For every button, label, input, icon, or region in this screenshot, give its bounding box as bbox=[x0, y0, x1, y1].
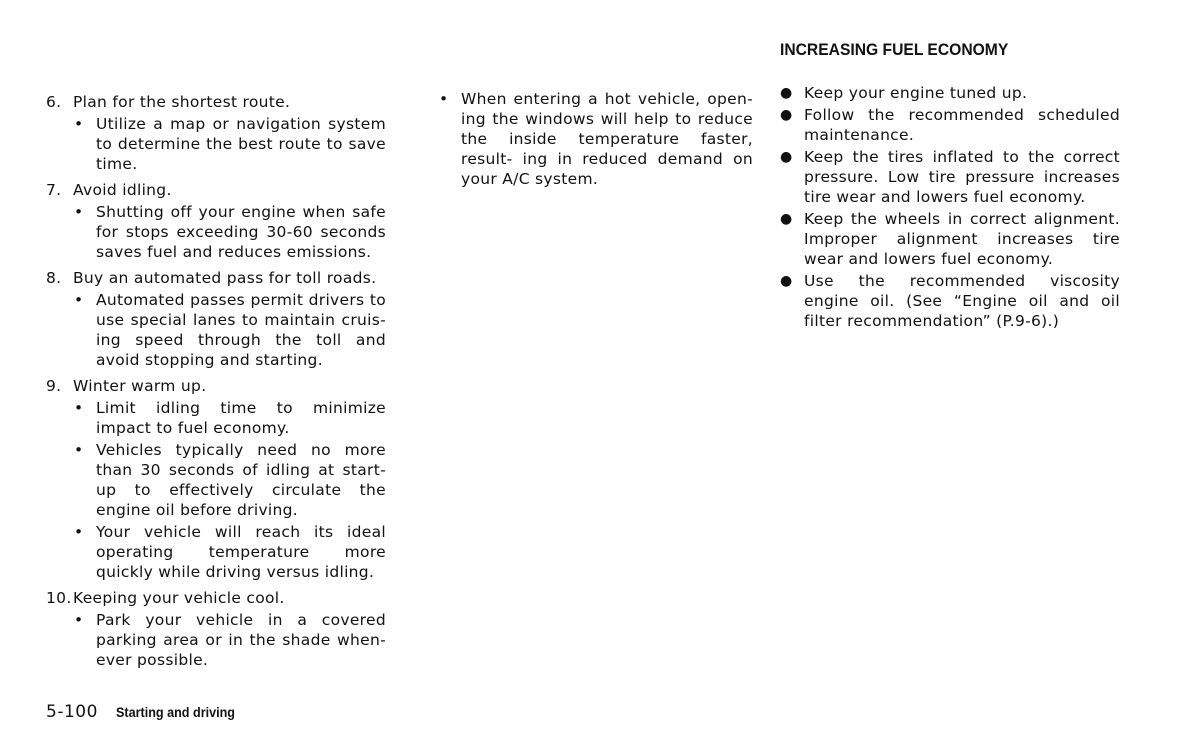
sub-item-text: Park your vehicle in a covered parking area or in the shade when- ever possible. bbox=[96, 611, 386, 669]
bullet-icon: • bbox=[74, 291, 84, 309]
list-item bbox=[46, 588, 386, 670]
item-title: Keeping your vehicle cool. bbox=[73, 589, 285, 607]
list-item bbox=[780, 83, 1120, 103]
section-title: Starting and driving bbox=[115, 704, 235, 720]
section-heading: INCREASING FUEL ECONOMY bbox=[780, 40, 1009, 59]
list-item bbox=[46, 180, 386, 262]
bullet-text: Keep your engine tuned up. bbox=[804, 84, 1028, 102]
sub-item-text: Limit idling time to minimize impact to fuel economy. bbox=[96, 399, 386, 437]
list-item bbox=[780, 271, 1120, 331]
bullet-text: Use the recommended viscosity engine oil. (See “Engine oil and oil filter recommendation” (P.9-6).) bbox=[804, 272, 1120, 330]
middle-column bbox=[438, 87, 753, 189]
sub-item-text: Your vehicle will reach its ideal operating temperature more quickly while driving versus idling. bbox=[96, 523, 386, 581]
list-item bbox=[46, 268, 386, 370]
item-title: Plan for the shortest route. bbox=[73, 93, 291, 111]
bullet-text: Keep the tires inflated to the correct pressure. Low tire pressure increases tire wear and lowers fuel economy. bbox=[804, 148, 1120, 206]
item-number: 6. bbox=[46, 93, 62, 111]
list-item bbox=[46, 92, 386, 174]
bullet-icon: • bbox=[74, 203, 84, 221]
bullet-icon: • bbox=[74, 399, 84, 417]
list-item bbox=[780, 209, 1120, 269]
page-number: 5-100 bbox=[46, 702, 98, 722]
list-item bbox=[780, 105, 1120, 145]
bullet-icon: ● bbox=[780, 211, 793, 227]
sub-item-text: Utilize a map or navigation system to determine the best route to save time. bbox=[96, 115, 386, 173]
left-column bbox=[46, 92, 386, 676]
list-item bbox=[438, 89, 753, 189]
sub-item-text: Automated passes permit drivers to use special lanes to maintain cruis- ing speed through the toll and avoid stopping and starting. bbox=[96, 291, 386, 369]
sub-item-text: Vehicles typically need no more than 30 seconds of idling at start-up to effectively circulate the engine oil before driving. bbox=[96, 441, 386, 519]
item-number: 9. bbox=[46, 377, 62, 395]
bullet-icon: • bbox=[74, 611, 84, 629]
bullet-text: When entering a hot vehicle, open- ing the windows will help to reduce the inside temperature faster, result- ing in reduced demand on your A/C system. bbox=[461, 90, 753, 188]
item-title: Avoid idling. bbox=[73, 181, 172, 199]
bullet-icon: • bbox=[74, 523, 84, 541]
right-column bbox=[780, 83, 1120, 333]
bullet-text: Keep the wheels in correct alignment. Improper alignment increases tire wear and lowers fuel economy. bbox=[804, 210, 1120, 268]
item-number: 10. bbox=[46, 589, 72, 607]
item-title: Buy an automated pass for toll roads. bbox=[73, 269, 377, 287]
list-item bbox=[780, 147, 1120, 207]
page-footer bbox=[46, 702, 248, 722]
item-number: 8. bbox=[46, 269, 62, 287]
bullet-icon: ● bbox=[780, 107, 793, 123]
bullet-icon: ● bbox=[780, 149, 793, 165]
bullet-icon: ● bbox=[780, 273, 793, 289]
bullet-icon: ● bbox=[780, 85, 793, 101]
item-title: Winter warm up. bbox=[73, 377, 207, 395]
bullet-icon: • bbox=[439, 90, 449, 108]
item-number: 7. bbox=[46, 181, 62, 199]
list-item bbox=[46, 376, 386, 582]
sub-item-text: Shutting off your engine when safe for stops exceeding 30-60 seconds saves fuel and reduces emissions. bbox=[96, 203, 386, 261]
bullet-text: Follow the recommended scheduled maintenance. bbox=[804, 106, 1120, 144]
bullet-icon: • bbox=[74, 441, 84, 459]
bullet-icon: • bbox=[74, 115, 84, 133]
